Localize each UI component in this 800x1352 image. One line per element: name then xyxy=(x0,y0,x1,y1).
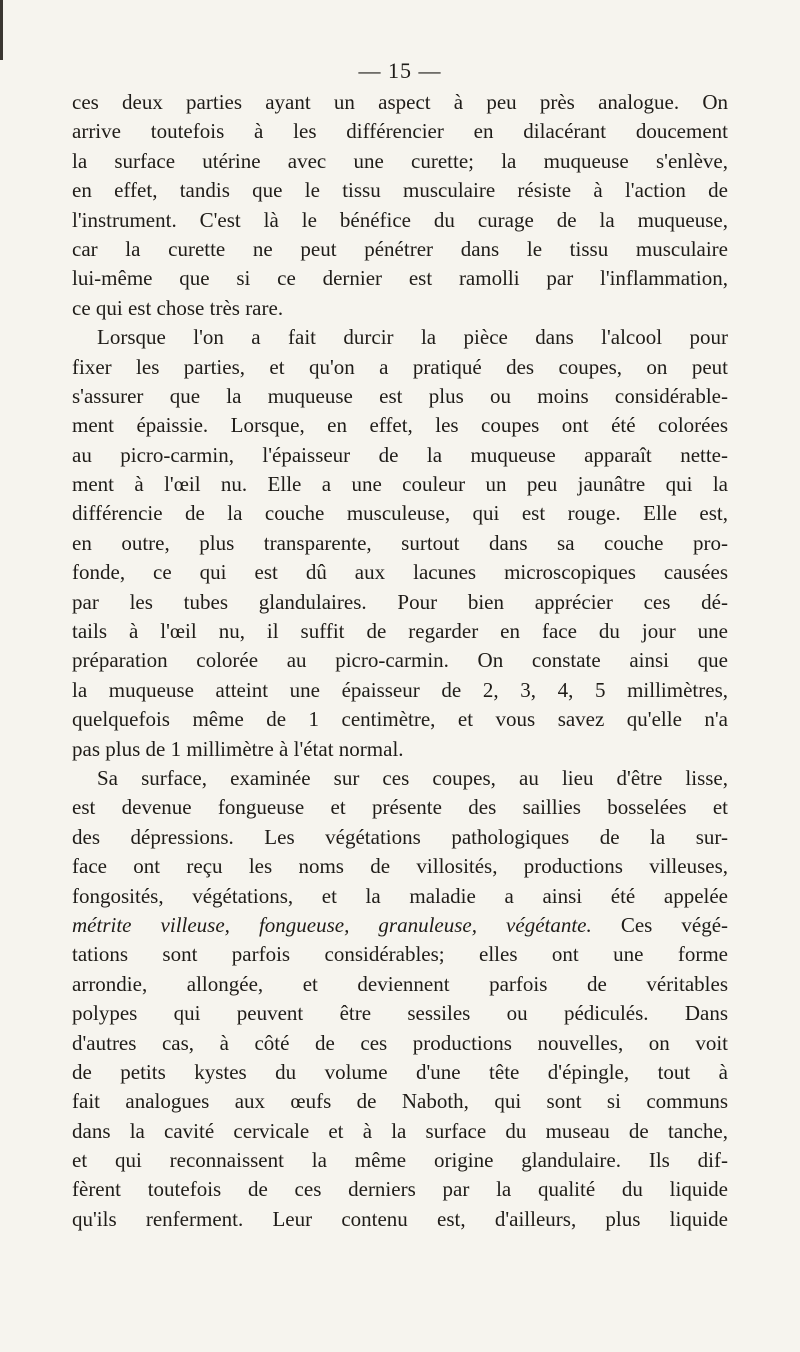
text-line: fèrent toutefois de ces derniers par la qualité du liquide xyxy=(72,1177,728,1202)
text-line: l'instrument. C'est là le bénéfice du curage de la muqueuse, xyxy=(72,207,728,232)
text-line: fait analogues aux œufs de Naboth, qui sont si communs xyxy=(72,1089,728,1114)
page-number: — 15 — xyxy=(358,58,442,83)
text-line-with-italic xyxy=(72,911,728,940)
page-edge-rule xyxy=(0,0,3,60)
text-line: face ont reçu les noms de villosités, productions villeuses, xyxy=(72,854,728,879)
text-line: quelquefois même de 1 centimètre, et vous savez qu'elle n'a xyxy=(72,707,728,732)
text-line: la muqueuse atteint une épaisseur de 2, 3, 4, 5 millimètres, xyxy=(72,677,728,702)
text-line: fixer les parties, et qu'on a pratiqué des coupes, on peut xyxy=(72,354,728,379)
text-line: arrondie, allongée, et deviennent parfois de véritables xyxy=(72,971,728,996)
italic-terms: métrite villeuse, fongueuse, granuleuse, végétante. xyxy=(72,912,592,937)
text-line: au picro-carmin, l'épaisseur de la muqueuse apparaît nette- xyxy=(72,442,728,467)
text-line: en outre, plus transparente, surtout dans sa couche pro- xyxy=(72,530,728,555)
text-line: fonde, ce qui est dû aux lacunes microscopiques causées xyxy=(72,560,728,585)
text-line: s'assurer que la muqueuse est plus ou moins considérable- xyxy=(72,383,728,408)
text-line: la surface utérine avec une curette; la muqueuse s'enlève, xyxy=(72,148,728,173)
text-line: arrive toutefois à les différencier en dilacérant doucement xyxy=(72,119,728,144)
text-line: et qui reconnaissent la même origine glandulaire. Ils dif- xyxy=(72,1148,728,1173)
text-line: qu'ils renferment. Leur contenu est, d'ailleurs, plus liquide xyxy=(72,1206,728,1231)
text-line: préparation colorée au picro-carmin. On constate ainsi que xyxy=(72,648,728,673)
text-line: de petits kystes du volume d'une tête d'épingle, tout à xyxy=(72,1059,728,1084)
text-line: tails à l'œil nu, il suffit de regarder en face du jour une xyxy=(72,619,728,644)
text-line: ce qui est chose très rare. xyxy=(72,295,284,320)
text-line: différencie de la couche musculeuse, qui est rouge. Elle est, xyxy=(72,501,728,526)
text-line: pas plus de 1 millimètre à l'état normal. xyxy=(72,736,404,761)
body-text xyxy=(72,88,728,1234)
text-line: est devenue fongueuse et présente des saillies bosselées et xyxy=(72,795,728,820)
text-line: dans la cavité cervicale et à la surface du museau de tanche, xyxy=(72,1118,728,1143)
text-line: polypes qui peuvent être sessiles ou pédiculés. Dans xyxy=(72,1001,728,1026)
text-line: tations sont parfois considérables; elles ont une forme xyxy=(72,942,728,967)
paragraph-start-line: Sa surface, examinée sur ces coupes, au lieu d'être lisse, xyxy=(97,765,728,790)
text-line: ces deux parties ayant un aspect à peu près analogue. On xyxy=(72,90,728,114)
text-line: des dépressions. Les végétations pathologiques de la sur- xyxy=(72,824,728,849)
text-line: lui-même que si ce dernier est ramolli par l'inflammation, xyxy=(72,266,728,291)
text-line-rest: Ces végé- xyxy=(591,912,729,937)
text-line: ment épaissie. Lorsque, en effet, les coupes ont été colorées xyxy=(72,413,728,438)
text-line: en effet, tandis que le tissu musculaire résiste à l'action de xyxy=(72,178,728,203)
text-line: car la curette ne peut pénétrer dans le tissu musculaire xyxy=(72,236,728,261)
text-line: d'autres cas, à côté de ces productions nouvelles, on voit xyxy=(72,1030,728,1055)
paragraph-start-line: Lorsque l'on a fait durcir la pièce dans l'alcool pour xyxy=(97,325,728,350)
text-line: par les tubes glandulaires. Pour bien apprécier ces dé- xyxy=(72,589,728,614)
text-line: ment à l'œil nu. Elle a une couleur un peu jaunâtre qui la xyxy=(72,472,728,497)
text-line: fongosités, végétations, et la maladie a ainsi été appelée xyxy=(72,883,728,908)
